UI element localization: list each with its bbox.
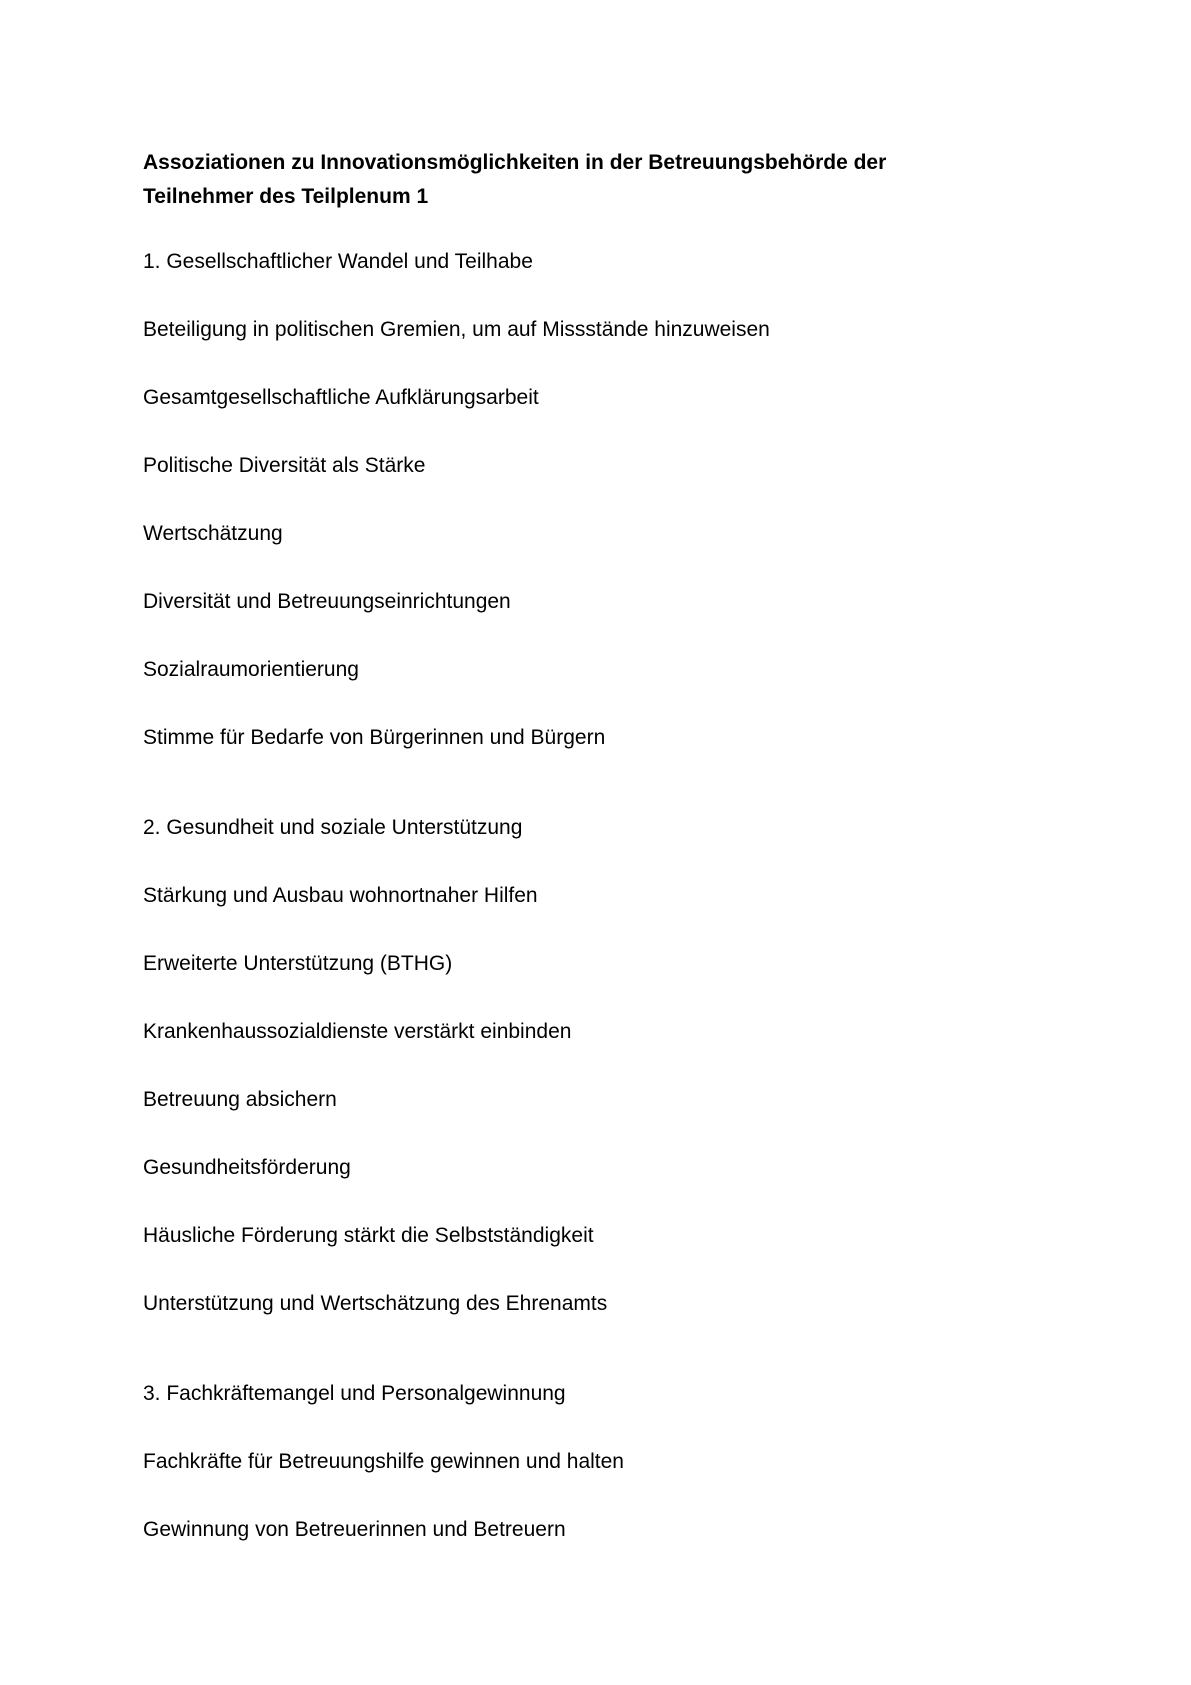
list-item: Wertschätzung [143,522,283,545]
list-item: Beteiligung in politischen Gremien, um auf Missstände hinzuweisen [143,318,770,341]
list-item: Häusliche Förderung stärkt die Selbstständigkeit [143,1224,594,1247]
list-item: Krankenhaussozialdienste verstärkt einbinden [143,1020,572,1043]
list-item: Gesamtgesellschaftliche Aufklärungsarbeit [143,386,539,409]
list-item: Gesundheitsförderung [143,1156,351,1179]
list-item: Diversität und Betreuungseinrichtungen [143,590,511,613]
list-item: Unterstützung und Wertschätzung des Ehrenamts [143,1292,608,1315]
document-content [143,146,1063,1543]
document-title-line-2: Teilnehmer des Teilplenum 1 [143,185,429,208]
list-item: Stimme für Bedarfe von Bürgerinnen und Bürgern [143,726,606,749]
list-item: Stärkung und Ausbau wohnortnaher Hilfen [143,884,538,907]
list-item: Politische Diversität als Stärke [143,454,426,477]
list-item: Erweiterte Unterstützung (BTHG) [143,952,453,975]
document-title-line-1: Assoziationen zu Innovationsmöglichkeiten in der Betreuungsbehörde der [143,151,887,174]
section-heading: 2. Gesundheit und soziale Unterstützung [143,816,523,839]
section-social-change [143,249,1063,751]
section-health-support [143,815,1063,1317]
list-item: Sozialraumorientierung [143,658,359,681]
section-heading: 1. Gesellschaftlicher Wandel und Teilhabe [143,250,533,273]
section-heading: 3. Fachkräftemangel und Personalgewinnung [143,1382,566,1405]
document-title [143,146,1063,214]
list-item: Gewinnung von Betreuerinnen und Betreuern [143,1518,566,1541]
list-item: Betreuung absichern [143,1088,337,1111]
section-skilled-workers [143,1381,1063,1543]
list-item: Fachkräfte für Betreuungshilfe gewinnen und halten [143,1450,624,1473]
